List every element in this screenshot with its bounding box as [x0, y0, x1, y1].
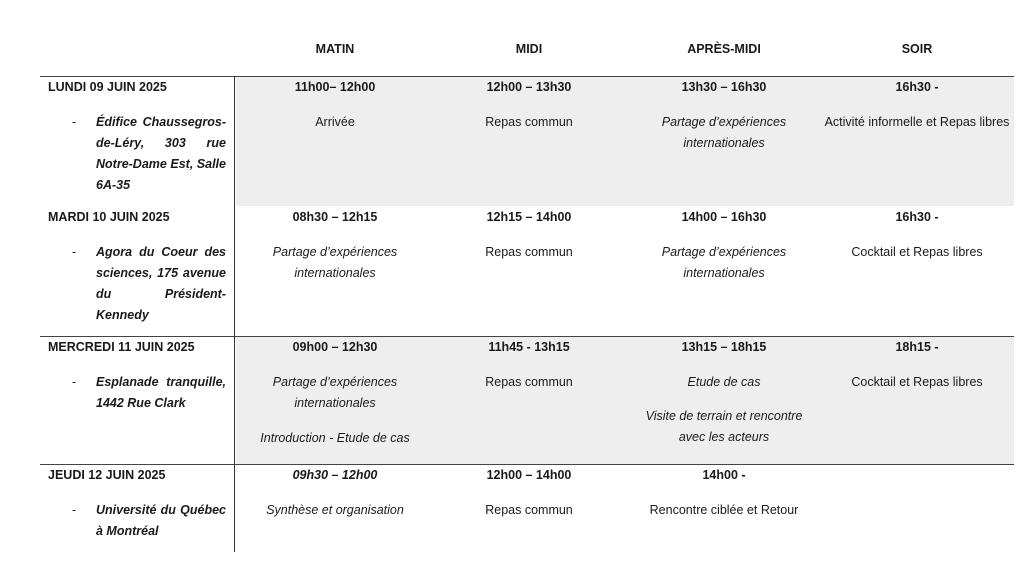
matin-activity: Synthèse et organisation [266, 503, 404, 517]
column-divider [234, 76, 235, 552]
header-soir: SOIR [901, 42, 933, 56]
soir-activity: Cocktail et Repas libres [851, 375, 983, 389]
header-apres-midi: APRÈS-MIDI [687, 42, 761, 56]
table-header [0, 42, 1024, 62]
soir-activity: Cocktail et Repas libres [851, 245, 983, 259]
soir-time: 16h30 - [895, 80, 939, 94]
soir-activity: Activité informelle et Repas libres [824, 115, 1010, 129]
location: Édifice Chaussegros-de-Léry, 303 rue Notre-Dame Est, Salle 6A-35 [96, 115, 226, 192]
midi-activity: Repas commun [485, 245, 573, 259]
apres-midi-activity: Partage d’expériences internationales [661, 245, 787, 280]
soir-time: 18h15 - [895, 340, 939, 354]
location: Esplanade tranquille, 1442 Rue Clark [96, 375, 226, 410]
location: Agora du Coeur des sciences, 175 avenue du Président-Kennedy [96, 245, 226, 322]
matin-time: 11h00– 12h00 [294, 80, 376, 94]
table-row: MERCREDI 11 JUIN 2025 - Esplanade tranquille, 1442 Rue Clark 09h00 – 12h30 11h45 - 13h15 13h15 – 18h15 18h15 - Partage d’expériences internationales Introduction - Etude de cas Repas commun Etude de cas Visite de terrain et rencontre avec les acteurs Cocktail et Repas libres [40, 336, 1014, 464]
matin-activity: Partage d’expériences internationales [272, 375, 398, 410]
day-label: JEUDI 12 JUIN 2025 [48, 468, 166, 482]
apres-midi-activity: Partage d’expériences internationales [661, 115, 787, 150]
header-matin: MATIN [315, 42, 355, 56]
midi-activity: Repas commun [485, 115, 573, 129]
apres-midi-time: 13h15 – 18h15 [681, 340, 767, 354]
apres-midi-activity: Etude de cas [687, 375, 761, 389]
midi-activity: Repas commun [485, 375, 573, 389]
table-row: MARDI 10 JUIN 2025 - Agora du Coeur des sciences, 175 avenue du Président-Kennedy 08h30 – 12h15 12h15 – 14h00 14h00 – 16h30 16h30 - Partage d’expériences internationales Repas commun Partage d’expériences internationales Cocktail et Repas libres [40, 206, 1014, 336]
matin-activity: Arrivée [315, 115, 355, 129]
day-label: MARDI 10 JUIN 2025 [48, 210, 170, 224]
apres-midi-time: 14h00 – 16h30 [681, 210, 767, 224]
matin-time: 08h30 – 12h15 [292, 210, 378, 224]
soir-time: 16h30 - [895, 210, 939, 224]
matin-time: 09h00 – 12h30 [292, 340, 378, 354]
matin-activity-2: Introduction - Etude de cas [260, 431, 410, 445]
midi-time: 12h00 – 13h30 [486, 80, 572, 94]
location: Université du Québec à Montréal [96, 503, 226, 538]
day-label: MERCREDI 11 JUIN 2025 [48, 340, 195, 354]
matin-time: 09h30 – 12h00 [292, 468, 378, 482]
day-label: LUNDI 09 JUIN 2025 [48, 80, 167, 94]
midi-time: 11h45 - 13h15 [488, 340, 570, 354]
midi-activity: Repas commun [485, 503, 573, 517]
apres-midi-time: 13h30 – 16h30 [681, 80, 767, 94]
midi-time: 12h15 – 14h00 [486, 210, 572, 224]
table-row: JEUDI 12 JUIN 2025 - Université du Québec à Montréal 09h30 – 12h00 12h00 – 14h00 14h00 - Synthèse et organisation Repas commun Rencontre ciblée et Retour [40, 464, 1014, 552]
apres-midi-activity: Rencontre ciblée et Retour [649, 503, 799, 517]
table-row: LUNDI 09 JUIN 2025 - Édifice Chaussegros-de-Léry, 303 rue Notre-Dame Est, Salle 6A-35 11h00– 12h00 12h00 – 13h30 13h30 – 16h30 16h30 - Arrivée Repas commun Partage d’expériences internationales Activité informelle et Repas libres [40, 76, 1014, 206]
matin-activity: Partage d’expériences internationales [272, 245, 398, 280]
apres-midi-time: 14h00 - [702, 468, 746, 482]
header-midi: MIDI [515, 42, 543, 56]
midi-time: 12h00 – 14h00 [486, 468, 572, 482]
apres-midi-activity-2: Visite de terrain et rencontre avec les acteurs [645, 409, 803, 444]
